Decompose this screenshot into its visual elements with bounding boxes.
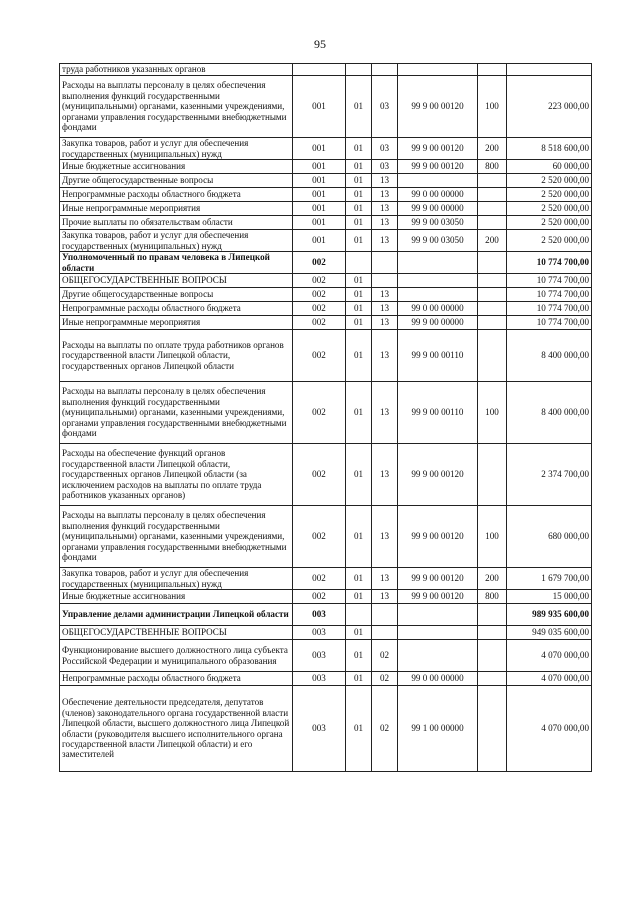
row-org-code: 001 bbox=[293, 202, 346, 216]
row-subsection-code: 13 bbox=[372, 444, 398, 506]
row-expense-type: 100 bbox=[478, 506, 507, 568]
row-name: Функционирование высшего должностного лица субъекта Российской Федерации и муниципального образования bbox=[60, 640, 293, 672]
row-sum: 223 000,00 bbox=[507, 76, 592, 138]
row-subsection-code: 13 bbox=[372, 230, 398, 252]
row-target-code: 99 1 00 00000 bbox=[398, 686, 478, 772]
row-org-code: 002 bbox=[293, 568, 346, 590]
row-expense-type bbox=[478, 604, 507, 626]
table-row bbox=[60, 626, 592, 640]
row-expense-type bbox=[478, 174, 507, 188]
row-subsection-code: 13 bbox=[372, 302, 398, 316]
row-sum: 10 774 700,00 bbox=[507, 302, 592, 316]
row-sum: 4 070 000,00 bbox=[507, 672, 592, 686]
row-target-code: 99 9 00 00120 bbox=[398, 506, 478, 568]
row-section-code bbox=[346, 604, 372, 626]
row-subsection-code: 13 bbox=[372, 506, 398, 568]
row-sum: 8 400 000,00 bbox=[507, 382, 592, 444]
table-row bbox=[60, 188, 592, 202]
row-subsection-code: 13 bbox=[372, 202, 398, 216]
row-section-code: 01 bbox=[346, 174, 372, 188]
row-target-code: 99 0 00 00000 bbox=[398, 188, 478, 202]
row-expense-type bbox=[478, 288, 507, 302]
row-section-code: 01 bbox=[346, 626, 372, 640]
row-section-code: 01 bbox=[346, 506, 372, 568]
row-name: Другие общегосударственные вопросы bbox=[60, 288, 293, 302]
row-org-code: 001 bbox=[293, 174, 346, 188]
row-subsection-code: 03 bbox=[372, 138, 398, 160]
row-name: Расходы на выплаты по оплате труда работников органов государственной власти Липецкой области, государственных органов Липецкой области bbox=[60, 330, 293, 382]
row-sum: 2 520 000,00 bbox=[507, 230, 592, 252]
table-row bbox=[60, 160, 592, 174]
row-org-code: 002 bbox=[293, 506, 346, 568]
row-expense-type: 800 bbox=[478, 590, 507, 604]
row-sum: 8 400 000,00 bbox=[507, 330, 592, 382]
row-subsection-code: 13 bbox=[372, 174, 398, 188]
row-sum: 680 000,00 bbox=[507, 506, 592, 568]
table-row bbox=[60, 568, 592, 590]
row-target-code: 99 9 00 00000 bbox=[398, 202, 478, 216]
table-row bbox=[60, 138, 592, 160]
row-section-code: 01 bbox=[346, 76, 372, 138]
row-org-code: 002 bbox=[293, 302, 346, 316]
row-target-code bbox=[398, 604, 478, 626]
row-name: Непрограммные расходы областного бюджета bbox=[60, 672, 293, 686]
row-name: Расходы на выплаты персоналу в целях обеспечения выполнения функций государственными (муниципальными) органами, казенными учреждениями, органами управления государственными внебюджетными фондами bbox=[60, 76, 293, 138]
row-sum: 10 774 700,00 bbox=[507, 288, 592, 302]
row-name: Иные бюджетные ассигнования bbox=[60, 160, 293, 174]
row-org-code: 003 bbox=[293, 604, 346, 626]
row-section-code: 01 bbox=[346, 686, 372, 772]
row-sum: 2 520 000,00 bbox=[507, 216, 592, 230]
table-row bbox=[60, 640, 592, 672]
row-section-code: 01 bbox=[346, 138, 372, 160]
row-sum: 2 374 700,00 bbox=[507, 444, 592, 506]
row-subsection-code: 13 bbox=[372, 382, 398, 444]
row-target-code: 99 9 00 00120 bbox=[398, 568, 478, 590]
row-section-code: 01 bbox=[346, 160, 372, 174]
row-target-code: 99 9 00 03050 bbox=[398, 216, 478, 230]
row-org-code bbox=[293, 64, 346, 76]
row-sum: 60 000,00 bbox=[507, 160, 592, 174]
row-expense-type bbox=[478, 444, 507, 506]
row-expense-type bbox=[478, 274, 507, 288]
row-subsection-code: 13 bbox=[372, 288, 398, 302]
row-name: Уполномоченный по правам человека в Липецкой области bbox=[60, 252, 293, 274]
row-name: Непрограммные расходы областного бюджета bbox=[60, 302, 293, 316]
row-sum: 8 518 600,00 bbox=[507, 138, 592, 160]
row-section-code: 01 bbox=[346, 216, 372, 230]
row-expense-type bbox=[478, 316, 507, 330]
row-name: Закупка товаров, работ и услуг для обеспечения государственных (муниципальных) нужд bbox=[60, 230, 293, 252]
row-sum bbox=[507, 64, 592, 76]
row-sum: 989 935 600,00 bbox=[507, 604, 592, 626]
table-row bbox=[60, 174, 592, 188]
row-org-code: 001 bbox=[293, 76, 346, 138]
budget-table bbox=[59, 63, 592, 772]
row-target-code: 99 9 00 00120 bbox=[398, 160, 478, 174]
row-subsection-code: 02 bbox=[372, 686, 398, 772]
row-target-code: 99 9 00 00120 bbox=[398, 76, 478, 138]
row-org-code: 002 bbox=[293, 288, 346, 302]
row-target-code: 99 9 00 00110 bbox=[398, 382, 478, 444]
row-target-code bbox=[398, 640, 478, 672]
row-subsection-code: 13 bbox=[372, 216, 398, 230]
row-name: Управление делами администрации Липецкой области bbox=[60, 604, 293, 626]
row-org-code: 001 bbox=[293, 230, 346, 252]
row-target-code: 99 9 00 00000 bbox=[398, 316, 478, 330]
row-name: Другие общегосударственные вопросы bbox=[60, 174, 293, 188]
row-subsection-code bbox=[372, 252, 398, 274]
table-row bbox=[60, 302, 592, 316]
row-expense-type bbox=[478, 672, 507, 686]
table-row bbox=[60, 316, 592, 330]
row-subsection-code bbox=[372, 604, 398, 626]
row-sum: 10 774 700,00 bbox=[507, 274, 592, 288]
row-sum: 2 520 000,00 bbox=[507, 188, 592, 202]
row-target-code: 99 9 00 03050 bbox=[398, 230, 478, 252]
row-name: Прочие выплаты по обязательствам области bbox=[60, 216, 293, 230]
row-sum: 10 774 700,00 bbox=[507, 316, 592, 330]
row-section-code: 01 bbox=[346, 568, 372, 590]
row-org-code: 003 bbox=[293, 626, 346, 640]
row-sum: 2 520 000,00 bbox=[507, 174, 592, 188]
table-row bbox=[60, 590, 592, 604]
row-expense-type: 200 bbox=[478, 138, 507, 160]
row-subsection-code: 03 bbox=[372, 160, 398, 174]
row-org-code: 001 bbox=[293, 216, 346, 230]
row-subsection-code: 13 bbox=[372, 316, 398, 330]
row-sum: 15 000,00 bbox=[507, 590, 592, 604]
row-subsection-code bbox=[372, 274, 398, 288]
row-section-code bbox=[346, 64, 372, 76]
row-target-code: 99 9 00 00120 bbox=[398, 138, 478, 160]
row-target-code bbox=[398, 64, 478, 76]
row-name: Иные непрограммные мероприятия bbox=[60, 202, 293, 216]
row-name: ОБЩЕГОСУДАРСТВЕННЫЕ ВОПРОСЫ bbox=[60, 626, 293, 640]
row-section-code: 01 bbox=[346, 444, 372, 506]
row-sum: 1 679 700,00 bbox=[507, 568, 592, 590]
table-row bbox=[60, 604, 592, 626]
row-expense-type bbox=[478, 640, 507, 672]
row-subsection-code bbox=[372, 64, 398, 76]
row-target-code: 99 9 00 00110 bbox=[398, 330, 478, 382]
table-row bbox=[60, 672, 592, 686]
row-section-code: 01 bbox=[346, 640, 372, 672]
row-target-code bbox=[398, 274, 478, 288]
table-row bbox=[60, 686, 592, 772]
row-expense-type bbox=[478, 302, 507, 316]
row-name: Непрограммные расходы областного бюджета bbox=[60, 188, 293, 202]
row-subsection-code: 13 bbox=[372, 330, 398, 382]
row-name: Иные бюджетные ассигнования bbox=[60, 590, 293, 604]
table-row bbox=[60, 444, 592, 506]
row-sum: 4 070 000,00 bbox=[507, 640, 592, 672]
row-org-code: 002 bbox=[293, 590, 346, 604]
row-name: Закупка товаров, работ и услуг для обеспечения государственных (муниципальных) нужд bbox=[60, 568, 293, 590]
row-org-code: 001 bbox=[293, 188, 346, 202]
row-target-code: 99 0 00 00000 bbox=[398, 302, 478, 316]
row-expense-type: 800 bbox=[478, 160, 507, 174]
row-expense-type bbox=[478, 64, 507, 76]
row-subsection-code: 03 bbox=[372, 76, 398, 138]
row-org-code: 002 bbox=[293, 330, 346, 382]
row-expense-type bbox=[478, 188, 507, 202]
table-row bbox=[60, 506, 592, 568]
row-section-code: 01 bbox=[346, 230, 372, 252]
row-target-code bbox=[398, 252, 478, 274]
row-expense-type: 200 bbox=[478, 568, 507, 590]
row-section-code: 01 bbox=[346, 330, 372, 382]
table-row bbox=[60, 274, 592, 288]
row-name: Расходы на обеспечение функций органов государственной власти Липецкой области, государственных органов Липецкой области (за исключением расходов на выплаты по оплате труда работников указанных органов) bbox=[60, 444, 293, 506]
row-target-code bbox=[398, 288, 478, 302]
row-section-code: 01 bbox=[346, 590, 372, 604]
row-org-code: 002 bbox=[293, 252, 346, 274]
row-name: труда работников указанных органов bbox=[60, 64, 293, 76]
row-org-code: 001 bbox=[293, 160, 346, 174]
row-org-code: 002 bbox=[293, 444, 346, 506]
row-sum: 2 520 000,00 bbox=[507, 202, 592, 216]
row-subsection-code bbox=[372, 626, 398, 640]
row-expense-type bbox=[478, 202, 507, 216]
row-sum: 949 035 600,00 bbox=[507, 626, 592, 640]
table-row bbox=[60, 202, 592, 216]
row-subsection-code: 02 bbox=[372, 640, 398, 672]
row-name: ОБЩЕГОСУДАРСТВЕННЫЕ ВОПРОСЫ bbox=[60, 274, 293, 288]
row-expense-type: 100 bbox=[478, 76, 507, 138]
table-row bbox=[60, 252, 592, 274]
row-expense-type bbox=[478, 216, 507, 230]
row-target-code bbox=[398, 626, 478, 640]
row-org-code: 003 bbox=[293, 640, 346, 672]
row-section-code: 01 bbox=[346, 202, 372, 216]
table-row bbox=[60, 230, 592, 252]
page-number: 95 bbox=[314, 37, 326, 51]
row-target-code: 99 9 00 00120 bbox=[398, 590, 478, 604]
table-row bbox=[60, 382, 592, 444]
row-org-code: 003 bbox=[293, 686, 346, 772]
row-expense-type: 100 bbox=[478, 382, 507, 444]
table-row bbox=[60, 288, 592, 302]
row-name: Иные непрограммные мероприятия bbox=[60, 316, 293, 330]
row-name: Закупка товаров, работ и услуг для обеспечения государственных (муниципальных) нужд bbox=[60, 138, 293, 160]
row-expense-type bbox=[478, 686, 507, 772]
row-org-code: 002 bbox=[293, 274, 346, 288]
table-row bbox=[60, 216, 592, 230]
row-section-code: 01 bbox=[346, 274, 372, 288]
row-expense-type bbox=[478, 252, 507, 274]
row-org-code: 002 bbox=[293, 382, 346, 444]
row-name: Расходы на выплаты персоналу в целях обеспечения выполнения функций государственными (муниципальными) органами, казенными учреждениями, органами управления государственными внебюджетными фондами bbox=[60, 382, 293, 444]
row-section-code: 01 bbox=[346, 288, 372, 302]
row-name: Обеспечение деятельности председателя, депутатов (членов) законодательного органа государственной власти Липецкой области, высшего должностного лица Липецкой области (руководителя высшего исполнительного органа государственной власти Липецкой области) и его заместителей bbox=[60, 686, 293, 772]
table-row bbox=[60, 76, 592, 138]
row-section-code: 01 bbox=[346, 302, 372, 316]
row-org-code: 003 bbox=[293, 672, 346, 686]
row-name: Расходы на выплаты персоналу в целях обеспечения выполнения функций государственными (муниципальными) органами, казенными учреждениями, органами управления государственными внебюджетными фондами bbox=[60, 506, 293, 568]
row-section-code bbox=[346, 252, 372, 274]
row-expense-type bbox=[478, 626, 507, 640]
row-sum: 10 774 700,00 bbox=[507, 252, 592, 274]
row-subsection-code: 13 bbox=[372, 188, 398, 202]
row-target-code: 99 9 00 00120 bbox=[398, 444, 478, 506]
row-section-code: 01 bbox=[346, 382, 372, 444]
row-section-code: 01 bbox=[346, 316, 372, 330]
row-target-code bbox=[398, 174, 478, 188]
row-expense-type: 200 bbox=[478, 230, 507, 252]
row-org-code: 001 bbox=[293, 138, 346, 160]
row-section-code: 01 bbox=[346, 188, 372, 202]
row-section-code: 01 bbox=[346, 672, 372, 686]
row-expense-type bbox=[478, 330, 507, 382]
row-subsection-code: 13 bbox=[372, 590, 398, 604]
row-target-code: 99 0 00 00000 bbox=[398, 672, 478, 686]
table-row bbox=[60, 64, 592, 76]
row-sum: 4 070 000,00 bbox=[507, 686, 592, 772]
row-subsection-code: 02 bbox=[372, 672, 398, 686]
row-subsection-code: 13 bbox=[372, 568, 398, 590]
table-row bbox=[60, 330, 592, 382]
row-org-code: 002 bbox=[293, 316, 346, 330]
